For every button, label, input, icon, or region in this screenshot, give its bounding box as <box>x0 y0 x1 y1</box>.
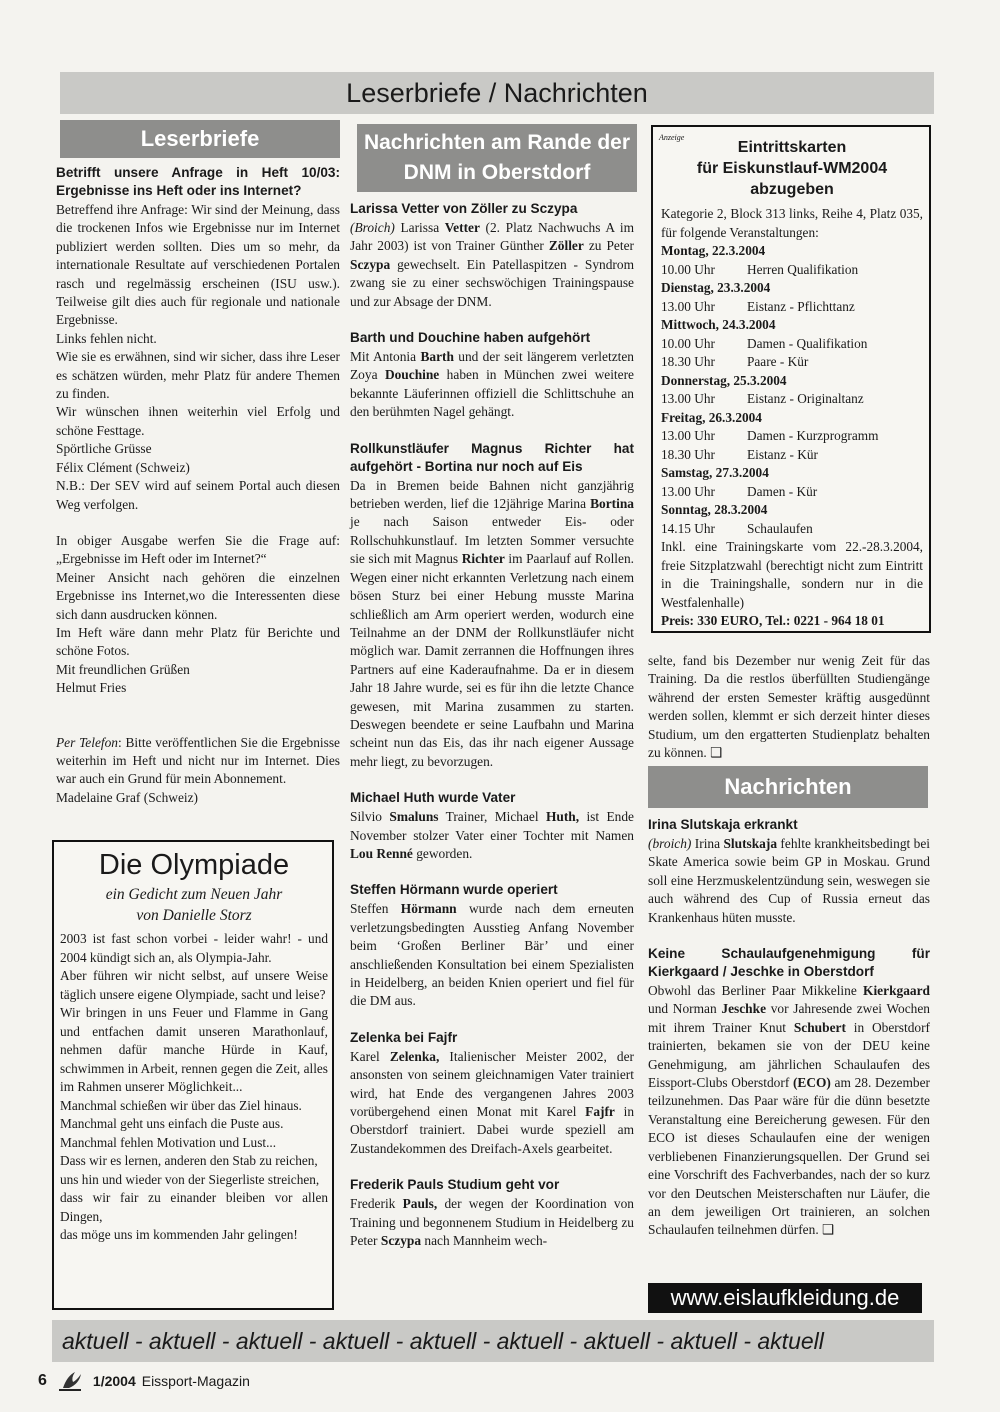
poem-line: Manchmal fehlen Motivation und Lust... <box>60 1134 277 1150</box>
letter3-label: Per Telefon <box>56 734 119 750</box>
poem-title: Die Olympiade <box>98 849 290 881</box>
letter1-para: Wie sie es erwähnen, sind wir sicher, dass ihre Leser es schätzen würden, mehr Platz für andere Themen zu finden. <box>56 349 340 402</box>
poem-line: das möge uns im kommenden Jahr gelingen! <box>60 1227 298 1242</box>
letter2-para: Meiner Ansicht nach gehören die einzelnen Ergebnisse ins Internet,wo die Interessenten diese sich dann ausdrucken können. <box>56 569 340 622</box>
magazine-name: Eissport-Magazin <box>141 1373 250 1389</box>
page-title: Leserbriefe / Nachrichten <box>346 78 648 108</box>
article-headline: Rollkunstläufer Magnus Richter hat aufgehört - Bortina nur noch auf Eis <box>350 440 634 474</box>
article-text: Frederik Pauls, der wegen der Koordination von Training und begonnenem Studium in Heidelberg zu Peter Sczypa nach Mannheim wech- <box>350 1196 635 1249</box>
section-leserbriefe: Leserbriefe <box>60 120 340 158</box>
article-headline: Larissa Vetter von Zöller zu Sczypa <box>350 201 578 216</box>
poem-box <box>52 840 334 1310</box>
section-nachrichten: Nachrichten <box>648 766 928 808</box>
letter1-para: Betreffend ihre Anfrage: Wir sind der Meinung, dass die trockenen Infos wie Ergebnisse nur im Internet publiziert werden sollten. Dies um so mehr, da internationale Resultate auf verschiedenen Portalen rasch und regelmässig erscheinen (ISU usw.). Teilweise gilt dies auch für regionale und nationale Ergebnisse. <box>56 202 340 328</box>
poem-subtitle: ein Gedicht zum Neuen Jahr <box>105 886 283 903</box>
advert-event: 13.00 Uhr Damen - Kür <box>661 483 818 499</box>
advert-event: 13.00 Uhr Eistanz - Originaltanz <box>661 391 864 406</box>
advert-title: für Eiskunstlauf-WM2004 <box>696 160 888 177</box>
issue-number: 1/2004 <box>92 1373 136 1389</box>
article-headline: Zelenka bei Fajfr <box>350 1029 458 1045</box>
poem-author: von Danielle Storz <box>136 907 252 924</box>
advert-note: Inkl. eine Trainingskarte vom 22.-28.3.2004, freie Sitzplatzwahl (berechtigt nicht zum Eintritt in die Trainingshalle, sondern nur in die Westfalenhalle) <box>661 539 923 610</box>
article-text: Silvio Smaluns Trainer, Michael Huth, ist Ende November stolzer Vater einer Tochter mit Namen Lou Renné geworden. <box>350 809 634 861</box>
advert-label: Anzeige <box>659 133 685 142</box>
letter1-para: Wir wünschen ihnen weiterhin viel Erfolg und schöne Festtage. <box>56 404 340 438</box>
article-headline: Steffen Hörmann wurde operiert <box>350 882 558 898</box>
letter2-signature: Helmut Fries <box>56 680 127 696</box>
advert-day: Donnerstag, 25.3.2004 <box>661 372 787 388</box>
advert-day: Samstag, 27.3.2004 <box>661 465 769 480</box>
letter2-para: In obiger Ausgabe werfen Sie die Frage auf: „Ergebnisse im Heft oder im Internet?“ <box>56 532 340 567</box>
page-header-band <box>60 72 934 114</box>
article-headline: Michael Huth wurde Vater <box>350 790 516 806</box>
advert-title: abzugeben <box>750 181 834 198</box>
letter2-para: Mit freundlichen Grüßen <box>56 661 190 677</box>
letter3-signature: Madelaine Graf (Schweiz) <box>56 789 199 805</box>
website-banner[interactable]: www.eislaufkleidung.de <box>648 1283 922 1313</box>
page-footer <box>38 1366 250 1396</box>
page-number: 6 <box>38 1372 47 1389</box>
poem-line: dass wir fair zu einander bleiben vor allen Dingen, <box>60 1190 328 1224</box>
advert-title: Eintrittskarten <box>737 139 847 156</box>
poem-line: 2003 ist fast schon vorbei - leider wahr! - und 2004 kündigt sich an, als Olympia-Jahr. <box>60 931 328 965</box>
advert-day: Freitag, 26.3.2004 <box>661 409 762 425</box>
letter1-signature: Félix Clément (Schweiz) <box>56 459 190 475</box>
article-text: Da in Bremen beide Bahnen nicht ganzjährig betrieben werden, lief die 12jährige Marina Bortina je nach Saison entweder Eis- oder Rollschuhkunstlauf. Im letzten Sommer versuchte sie sich mit Magnus Richter im Paarlauf auf Rollen. Wegen einer nicht erkannten Verletzung nach einem bösen Sturz bei einer Hebung musste Marina schließlich am Arm operiert werden, wodurch eine Teilnahme an der DNM der Rollkunstläufer nicht möglich war. Damit zerrannen die Hoffnungen ihres Partners auf eine Kaderaufnahme. Da er in diesem Jahr 18 Jahre wurde, sei es für ihn die letzte Chance gewesen, mit Marina zusammen zu starten. Deswegen beendete er seine Laufbahn und Marina scheint nun das Eis, das ihr nach eigener Aussage mehr liegt, zu bevorzugen. <box>350 477 634 769</box>
section-nachrichten-rand: Nachrichten am Rande der DNM in Oberstdorf <box>357 124 637 192</box>
advert-day: Montag, 22.3.2004 <box>661 243 766 258</box>
article-text: Steffen Hörmann wurde nach dem erneuten verletzungsbedingten Ausstieg Anfang November beim ‘Großen Berliner Bär’ und einer anschließenden Konsultation bei einem Spezialisten in Heidelberg, an beiden Knien operiert und fiel für die DM aus. <box>350 901 634 1009</box>
advert-event: 10.00 Uhr Herren Qualifikation <box>661 261 859 277</box>
leserbriefe-column <box>56 164 340 807</box>
advert-event: 18.30 Uhr Paare - Kür <box>661 354 809 369</box>
letter1-para: N.B.: Der SEV wird auf seinem Portal auch diesen Weg verfolgen. <box>56 478 340 512</box>
advert-event: 13.00 Uhr Damen - Kurzprogramm <box>661 428 879 443</box>
advert-event: 14.15 Uhr Schaulaufen <box>661 520 813 536</box>
article-text: Obwohl das Berliner Paar Mikkeline Kierkgaard und Norman Jeschke vor Jahresende zwei Wochen mit ihrem Trainer Knut Schubert in Oberstdorf trainierten, bekamen sie von der DEU keine Genehmigung, am jährlichen Schaulaufen des Eissport-Clubs Oberstdorf (ECO) am 28. Dezember teilzunehmen. Das Paar wäre für die dünn besetzte Veranstaltung eine Bereicherung gewesen. Für den ECO ist dieses Schaulaufen eine der wenigen verbliebenen Finanzierungsquellen. Der Grund sei eine Vorschrift des Fachverbandes, nach der so kurz vor den Deutschen Meisterschaften nur Läufer, die an dem jeweiligen Ort trainieren, an solchen Schaulaufen teilnehmen dürfen. ❑ <box>648 983 931 1238</box>
article-text: Karel Zelenka, Italienischer Meister 2002, der ansonsten von seinem gleichnamigen Vater trainiert wird, hat Ende des vergangenen Jahres 2003 vorübergehend einen Monat mit Karel Fajfr in Oberstdorf trainiert. Dabei wurde speziell am Zustandekommen des Dreifach-Axels gearbeitet. <box>350 1048 635 1156</box>
advert-event: 18.30 Uhr Eistanz - Kür <box>661 446 818 462</box>
advert-day: Dienstag, 23.3.2004 <box>661 280 771 295</box>
letter-headline: Betrifft unsere Anfrage in Heft 10/03: Ergebnisse ins Heft oder ins Internet? <box>56 165 340 198</box>
article-text: (broich) Irina Slutskaja fehlte krankheitsbedingt bei Skate America sowie beim GP in Moskau. Grund soll eine Herzmuskelentzündung sein, weswegen sie auch während des Cup of Russia erneut das Krankenhaus hüten musste. <box>648 836 930 925</box>
article-headline: Keine Schaulaufgenehmigung für Kierkgaard / Jeschke in Oberstdorf <box>648 946 930 980</box>
advert-event: 13.00 Uhr Eistanz - Pflichttanz <box>661 298 855 314</box>
poem-line: Manchmal schießen wir über das Ziel hinaus. <box>60 1097 302 1113</box>
article-headline: Irina Slutskaja erkrankt <box>648 817 798 832</box>
poem-line: Aber führen wir nicht selbst, auf unsere Weise täglich unsere eigene Olympiade, sacht und leise? <box>60 968 328 1002</box>
letter1-para: Spörtliche Grüsse <box>56 441 152 457</box>
advert-event: 10.00 Uhr Damen - Qualifikation <box>661 335 868 351</box>
article-text: Mit Antonia Barth und der seit längerem verletzten Zoya Douchine haben in München zwei weitere bekannte Läuferinnen offiziell die Schlittschuhe an den berühmten Nagel gehängt. <box>350 349 634 420</box>
poem-line: Manchmal geht uns einfach die Puste aus. <box>60 1116 284 1131</box>
nachrichten-column <box>648 816 930 1240</box>
advert-intro: Kategorie 2, Block 313 links, Reihe 4, Platz 035, für folgende Veranstaltungen: <box>661 206 923 240</box>
advert-day: Mittwoch, 24.3.2004 <box>661 317 776 332</box>
letter1-para: Links fehlen nicht. <box>56 330 157 346</box>
advert-day: Sonntag, 28.3.2004 <box>661 502 768 517</box>
skater-logo-icon <box>55 1368 85 1394</box>
article-continuation: selte, fand bis Dezember nur wenig Zeit für das Training. Da die restlos überfüllten Studiengänge während der ersten Semester kräftig ausgedünnt werden sollen, klemmt er sich derzeit hinter dieses Studium, um den ergatterten Studienplatz behalten zu können. ❑ <box>648 653 930 761</box>
letter3-para: Per Telefon: Bitte veröffentlichen Sie die Ergebnisse weiterhin im Heft und nicht nur im Internet. Dies war auch ein Grund für mein Abonnement. <box>56 734 340 787</box>
poem-line: Wir bringen in uns Feuer und Flamme in Gang und entfachen damit unseren Marathonlauf, nehmen dafür manche Hürde in Kauf, schwimmen in Arbeit, rennen gegen die Zeit, alles im Rahmen unserer Möglichkeit... <box>60 1005 328 1094</box>
letter2-para: Im Heft wäre dann mehr Platz für Berichte und schöne Fotos. <box>56 624 340 659</box>
aktuell-band: aktuell - aktuell - aktuell - aktuell - aktuell - aktuell - aktuell - aktuell - aktuell <box>52 1320 934 1362</box>
article-headline: Barth und Douchine haben aufgehört <box>350 330 591 346</box>
poem-line: Dass wir es lernen, anderen den Stab zu reichen, <box>60 1153 318 1168</box>
article-headline: Frederik Pauls Studium geht vor <box>350 1177 560 1193</box>
ticket-advert <box>651 125 931 633</box>
advert-price: Preis: 330 EURO, Tel.: 0221 - 964 18 01 <box>661 613 885 628</box>
article-text: (Broich) Larissa Vetter (2. Platz Nachwuchs A im Jahr 2003) ist von Trainer Günther Zöller zu Peter Sczypa gewechselt. Ein Patellaspitzen - Syndrom zwang sie zu einer sechswöchigen Trainingspause und zur Absage der DNM. <box>350 220 634 309</box>
poem-line: uns hin und wieder von der Siegerliste streichen, <box>60 1171 320 1187</box>
nachrichten-rand-column <box>350 200 634 1250</box>
